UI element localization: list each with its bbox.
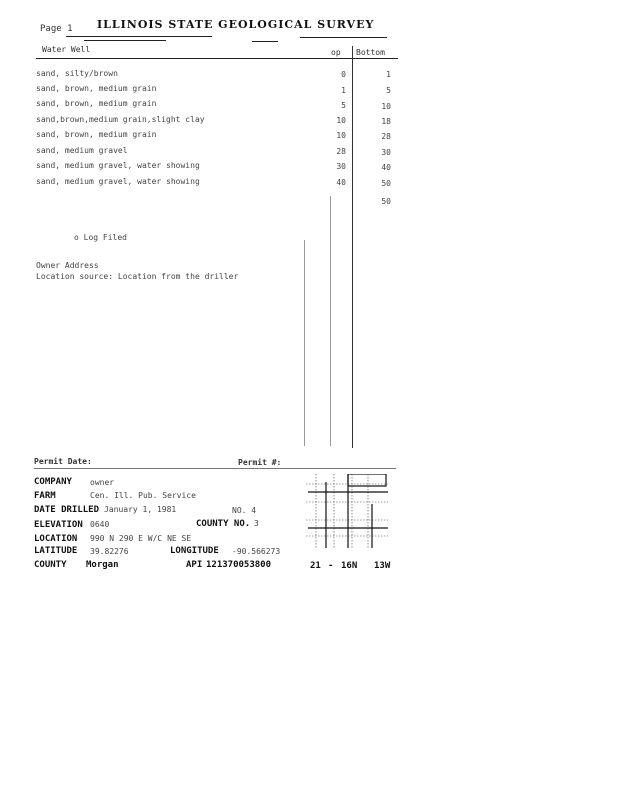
formation-top: 30 bbox=[336, 162, 346, 171]
formation-desc: sand, medium gravel, water showing bbox=[36, 161, 200, 170]
longitude-label: LONGITUDE bbox=[170, 546, 219, 556]
well-number: NO. 4 bbox=[232, 506, 257, 515]
column-header-top: op bbox=[331, 48, 341, 57]
farm-value: Cen. Ill. Pub. Service bbox=[90, 491, 196, 500]
formation-bottom: 28 bbox=[381, 132, 391, 141]
elevation-label: ELEVATION bbox=[34, 520, 83, 530]
elevation-value: 0640 bbox=[90, 520, 110, 529]
header-rule-top bbox=[300, 37, 387, 38]
formation-desc: sand, medium gravel bbox=[36, 146, 128, 155]
date-drilled-label: DATE DRILLED bbox=[34, 505, 100, 515]
log-filed-note: o Log Filed bbox=[74, 233, 127, 242]
permit-number-label: Permit #: bbox=[238, 458, 282, 467]
formation-bottom: 1 bbox=[386, 70, 391, 79]
formation-top: 0 bbox=[341, 70, 346, 79]
formation-top: 28 bbox=[336, 147, 346, 156]
column-divider-outer bbox=[304, 240, 305, 446]
owner-address: Owner Address bbox=[36, 261, 99, 270]
permit-rule bbox=[34, 468, 396, 469]
formation-desc: sand, silty/brown bbox=[36, 69, 118, 78]
formation-top: 40 bbox=[336, 178, 346, 187]
api-value: 121370053800 bbox=[206, 560, 272, 570]
county-label: COUNTY bbox=[34, 560, 67, 570]
date-drilled-value: January 1, 1981 bbox=[104, 505, 177, 514]
header-rule bbox=[66, 36, 212, 37]
county-number-value: 3 bbox=[254, 519, 259, 528]
formation-bottom: 50 bbox=[381, 179, 391, 188]
formation-top: 1 bbox=[341, 86, 346, 95]
range: 13W bbox=[374, 561, 391, 571]
formation-bottom: 30 bbox=[381, 148, 391, 157]
formation-desc: sand, brown, medium grain bbox=[36, 84, 157, 93]
permit-date-label: Permit Date: bbox=[34, 457, 92, 466]
county-number-label: COUNTY NO. bbox=[196, 519, 251, 529]
section-number: 21 bbox=[310, 561, 321, 571]
column-divider bbox=[352, 46, 353, 448]
page-title: ILLINOIS STATE GEOLOGICAL SURVEY bbox=[97, 18, 375, 31]
company-value: owner bbox=[90, 478, 115, 487]
formation-bottom: 40 bbox=[381, 163, 391, 172]
page-number: Page 1 bbox=[40, 24, 73, 34]
document-subtitle: Water Well bbox=[42, 45, 91, 54]
company-label: COMPANY bbox=[34, 477, 72, 487]
formation-bottom: 10 bbox=[381, 102, 391, 111]
section-locator-map bbox=[306, 474, 388, 548]
formation-desc: sand, brown, medium grain bbox=[36, 130, 157, 139]
column-header-bottom: Bottom bbox=[356, 48, 385, 57]
section-dash: - bbox=[328, 561, 334, 571]
township: 16N bbox=[341, 561, 358, 571]
formation-desc: sand,brown,medium grain,slight clay bbox=[36, 115, 205, 124]
formation-top: 10 bbox=[336, 116, 346, 125]
location-label: LOCATION bbox=[34, 534, 78, 544]
formation-desc: sand, medium gravel, water showing bbox=[36, 177, 200, 186]
header-rule-short bbox=[84, 40, 166, 41]
farm-label: FARM bbox=[34, 491, 56, 501]
column-divider-left bbox=[330, 196, 331, 446]
formation-bottom: 5 bbox=[386, 86, 391, 95]
table-header-rule bbox=[36, 58, 398, 59]
header-rule-right bbox=[252, 41, 278, 42]
latitude-label: LATITUDE bbox=[34, 546, 78, 556]
formation-desc: sand, brown, medium grain bbox=[36, 99, 157, 108]
formation-top: 5 bbox=[341, 101, 346, 110]
location-source: Location source: Location from the driller bbox=[36, 272, 239, 281]
formation-top: 10 bbox=[336, 131, 346, 140]
total-depth: 50 bbox=[381, 197, 391, 206]
location-value: 990 N 290 E W/C NE SE bbox=[90, 534, 192, 543]
api-label: API bbox=[186, 560, 203, 570]
latitude-value: 39.82276 bbox=[90, 547, 129, 556]
county-value: Morgan bbox=[86, 560, 119, 570]
formation-bottom: 18 bbox=[381, 117, 391, 126]
longitude-value: -90.566273 bbox=[232, 547, 281, 556]
